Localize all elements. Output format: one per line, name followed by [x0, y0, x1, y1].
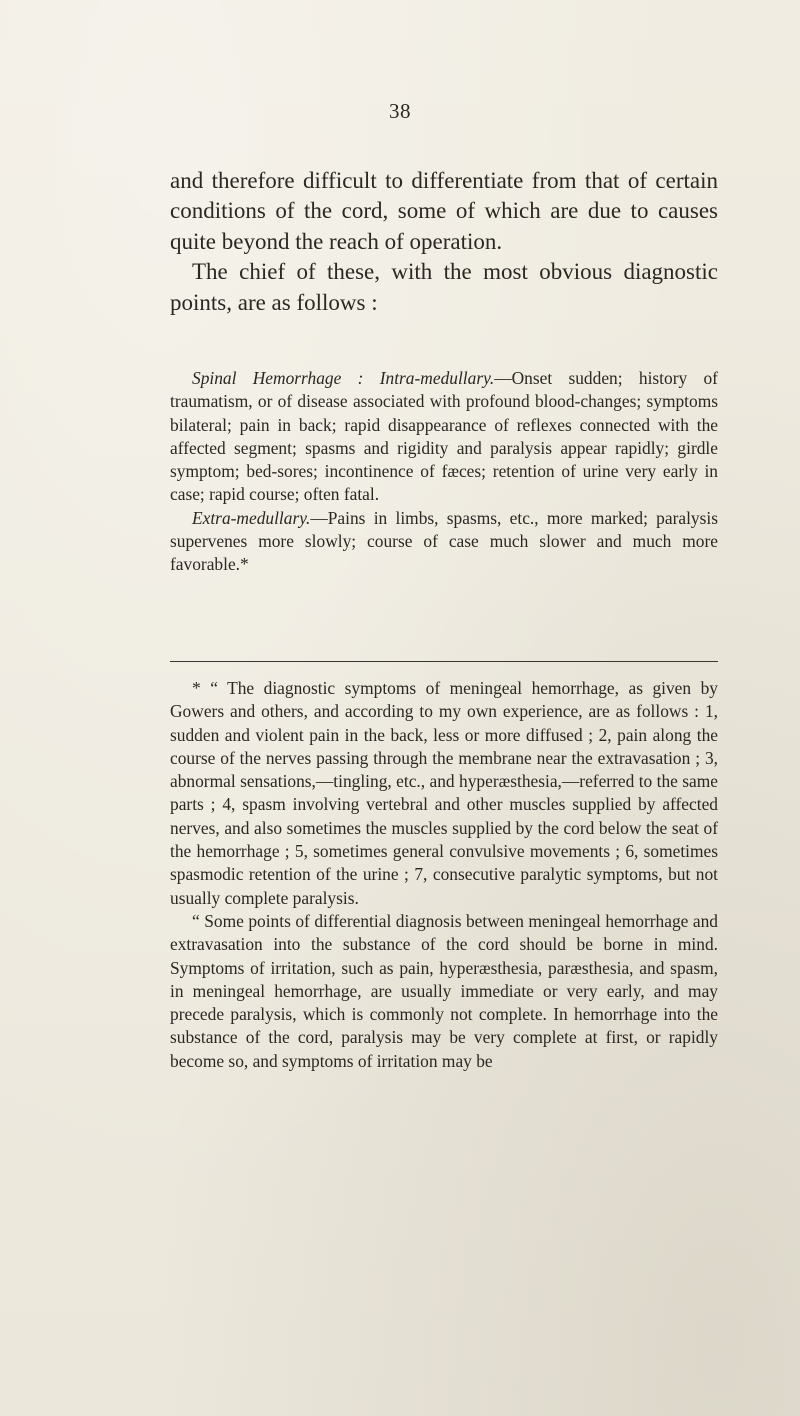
- page-number: 38: [389, 99, 411, 123]
- footnote-paragraph-1: * “ The diagnostic symptoms of meningeal hemorrhage, as given by Gowers and others, and according to my own experience, are as follows : 1, sudden and violent pain in the back, less or more diffused ; 2, pain along the course of the nerves passing through the membrane near the extravasation ; 3, abnormal sensations,—tingling, etc., and hyperæsthesia,—referred to the same parts ; 4, spasm involving vertebral and other muscles supplied by affected nerves, and also sometimes the muscles supplied by the cord below the seat of the hemorrhage ; 5, sometimes general convulsive movements ; 6, sometimes spasmodic retention of the urine ; 7, consecutive paralytic symptoms, but not usually complete paralysis.: [170, 678, 718, 908]
- intra-medullary-paragraph: [170, 367, 718, 507]
- main-text: [170, 166, 718, 318]
- intra-medullary-term: Intra-medullary.: [379, 368, 495, 388]
- extra-medullary-text: —Pains in limbs, spasms, etc., more marked; paralysis supervenes more slowly; course of case much slower and much more favorable.*: [170, 507, 718, 575]
- footnote-divider: [170, 661, 718, 662]
- extra-medullary-term: Extra-medullary.: [192, 507, 311, 528]
- body-paragraph-2: The chief of these, with the most obvious diagnostic points, are as follows :: [170, 259, 718, 315]
- body-paragraph-1: and therefore difficult to differentiate from that of certain conditions of the cord, some of which are due to causes quite beyond the reach of operation.: [170, 168, 718, 254]
- intra-medullary-text: —Onset sudden; history of traumatism, or of disease associated with profound blood-changes; symptoms bilateral; pain in back; rapid disappearance of reflexes connected with the affected segment; spasms and rigidity and paralysis appear rapidly; girdle symptom; bed-sores; incontinence of fæces; retention of urine very early in case; rapid course; often fatal.: [170, 368, 718, 505]
- footnote-paragraph-2: “ Some points of differential diagnosis between meningeal hemorrhage and extravasation into the substance of the cord should be borne in mind. Symptoms of irritation, such as pain, hyperæsthesia, paræsthesia, and spasm, in meningeal hemorrhage, are usually immediate or very early, and may precede paralysis, which is commonly not complete. In hemorrhage into the substance of the cord, paralysis may be very complete at first, or rapidly become so, and symptoms of irritation may be: [170, 910, 718, 1071]
- spinal-hemorrhage-heading: Spinal Hemorrhage :: [192, 368, 364, 388]
- footnote: [170, 677, 718, 1073]
- diagnostic-section: [170, 367, 718, 577]
- extra-medullary-paragraph: [170, 507, 718, 577]
